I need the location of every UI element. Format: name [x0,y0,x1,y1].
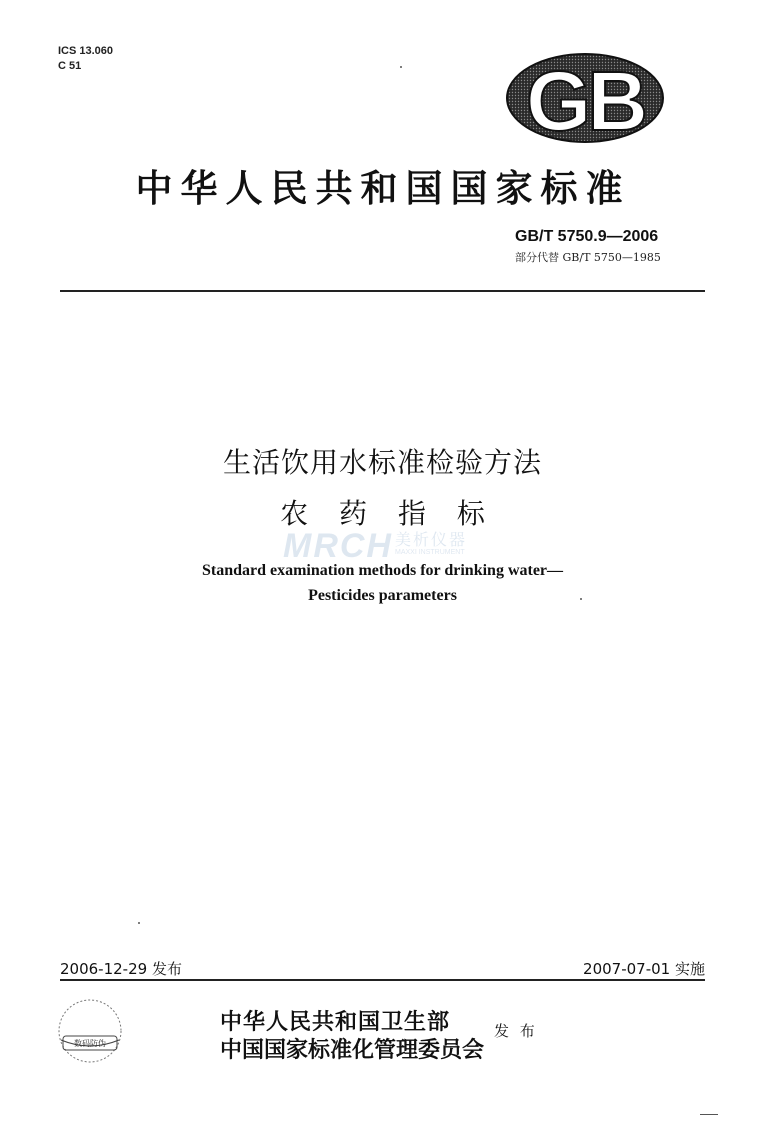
watermark-subtext: MAXXI INSTRUMENT [395,549,465,556]
gb-logo [505,52,665,144]
classification-codes [58,44,113,74]
replaces-note: 部分代替 GB/T 5750—1985 [515,251,661,264]
title-english-line2: Pesticides parameters [308,587,457,604]
issued-label: 发 布 [494,1022,535,1040]
footer-divider [60,979,705,981]
scan-speck [400,66,402,68]
watermark-chinese: 美析仪器 [395,530,468,549]
national-standard-title: 中华人民共和国国家标准 [135,167,631,210]
seal-icon [55,996,125,1066]
issue-date: 2006-12-29 发布 [60,960,182,978]
header-divider [60,290,705,292]
standard-number: GB/T 5750.9—2006 [515,228,659,245]
title-chinese: 生活饮用水标准检验方法 [222,446,542,479]
watermark-logo: MRCH [283,527,393,565]
subtitle-chinese: 农 药 指 标 [280,497,485,530]
implementation-date: 2007-07-01 实施 [583,960,705,978]
ics-code: ICS 13.060 [58,45,114,57]
scan-speck [580,598,582,600]
title-english-line1: Standard examination methods for drinking water— [201,562,564,579]
seal-text: 数码防伪 [74,1039,106,1048]
gb-logo-text: GB [526,54,644,144]
issuer-ministry-of-health: 中华人民共和国卫生部 [220,1010,451,1035]
scan-mark [700,1114,718,1115]
scan-speck [138,922,140,924]
issuer-standardization-administration: 中国国家标准化管理委员会 [220,1038,485,1063]
anti-counterfeit-seal [55,996,125,1066]
ccs-code: C 51 [58,60,82,72]
